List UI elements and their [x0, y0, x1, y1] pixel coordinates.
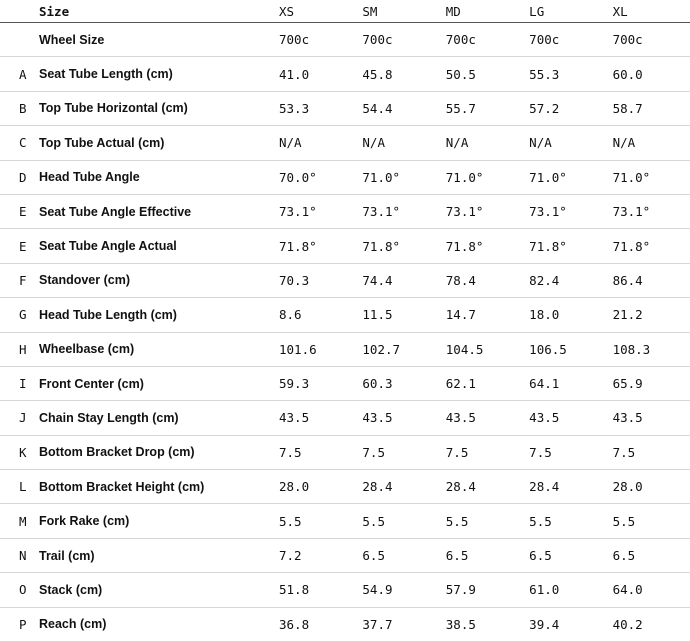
row-value-xs: 28.0	[279, 470, 362, 504]
row-label: Fork Rake (cm)	[39, 504, 279, 538]
row-value-md: 55.7	[446, 91, 529, 125]
row-value-xl: 73.1°	[613, 194, 690, 228]
row-value-xs: 71.8°	[279, 229, 362, 263]
row-value-sm: 28.4	[362, 470, 445, 504]
row-value-sm: N/A	[362, 126, 445, 160]
row-value-md: 71.8°	[446, 229, 529, 263]
row-value-sm: 700c	[362, 23, 445, 57]
row-value-xs: 5.5	[279, 504, 362, 538]
table-row	[0, 194, 690, 228]
table-row	[0, 607, 690, 641]
row-letter: H	[0, 332, 39, 366]
row-value-sm: 45.8	[362, 57, 445, 91]
row-value-lg: N/A	[529, 126, 612, 160]
row-value-md: 5.5	[446, 504, 529, 538]
row-value-lg: 5.5	[529, 504, 612, 538]
row-value-sm: 7.5	[362, 435, 445, 469]
row-letter: C	[0, 126, 39, 160]
row-value-xl: 86.4	[613, 263, 690, 297]
row-value-sm: 5.5	[362, 504, 445, 538]
table-row	[0, 470, 690, 504]
row-value-xs: 59.3	[279, 366, 362, 400]
row-value-xs: 70.0°	[279, 160, 362, 194]
table-row	[0, 23, 690, 57]
row-value-xs: N/A	[279, 126, 362, 160]
table-row	[0, 160, 690, 194]
row-value-xl: 71.8°	[613, 229, 690, 263]
table-row	[0, 57, 690, 91]
header-size-label: Size	[39, 0, 279, 23]
row-value-lg: 82.4	[529, 263, 612, 297]
row-value-lg: 700c	[529, 23, 612, 57]
row-value-xs: 43.5	[279, 401, 362, 435]
row-value-lg: 39.4	[529, 607, 612, 641]
table-row	[0, 126, 690, 160]
row-label: Seat Tube Angle Effective	[39, 194, 279, 228]
row-value-xl: N/A	[613, 126, 690, 160]
row-value-xs: 41.0	[279, 57, 362, 91]
row-value-md: 28.4	[446, 470, 529, 504]
row-value-xs: 700c	[279, 23, 362, 57]
row-value-sm: 102.7	[362, 332, 445, 366]
table-row	[0, 538, 690, 572]
row-label: Stack (cm)	[39, 573, 279, 607]
table-row	[0, 366, 690, 400]
row-value-sm: 71.8°	[362, 229, 445, 263]
row-value-lg: 106.5	[529, 332, 612, 366]
row-value-xs: 70.3	[279, 263, 362, 297]
row-label: Seat Tube Angle Actual	[39, 229, 279, 263]
row-value-xs: 73.1°	[279, 194, 362, 228]
row-value-xl: 40.2	[613, 607, 690, 641]
table-header-row	[0, 0, 690, 23]
header-size-sm: SM	[362, 0, 445, 23]
row-value-xl: 58.7	[613, 91, 690, 125]
row-letter: K	[0, 435, 39, 469]
table-row	[0, 229, 690, 263]
row-value-lg: 71.0°	[529, 160, 612, 194]
table-row	[0, 504, 690, 538]
row-value-sm: 54.4	[362, 91, 445, 125]
row-label: Top Tube Horizontal (cm)	[39, 91, 279, 125]
row-value-md: 78.4	[446, 263, 529, 297]
row-value-lg: 43.5	[529, 401, 612, 435]
row-value-xl: 5.5	[613, 504, 690, 538]
row-value-lg: 7.5	[529, 435, 612, 469]
row-label: Reach (cm)	[39, 607, 279, 641]
row-value-xl: 700c	[613, 23, 690, 57]
row-letter: L	[0, 470, 39, 504]
row-value-sm: 71.0°	[362, 160, 445, 194]
row-label: Top Tube Actual (cm)	[39, 126, 279, 160]
row-letter: F	[0, 263, 39, 297]
row-value-sm: 73.1°	[362, 194, 445, 228]
row-value-xl: 7.5	[613, 435, 690, 469]
table-row	[0, 332, 690, 366]
row-letter: M	[0, 504, 39, 538]
row-value-sm: 43.5	[362, 401, 445, 435]
row-value-md: 6.5	[446, 538, 529, 572]
row-value-xs: 36.8	[279, 607, 362, 641]
row-value-lg: 18.0	[529, 298, 612, 332]
table-row	[0, 91, 690, 125]
row-value-lg: 55.3	[529, 57, 612, 91]
row-value-md: 43.5	[446, 401, 529, 435]
row-letter: O	[0, 573, 39, 607]
row-label: Wheel Size	[39, 23, 279, 57]
row-letter: J	[0, 401, 39, 435]
row-value-lg: 61.0	[529, 573, 612, 607]
row-value-md: 14.7	[446, 298, 529, 332]
row-letter: D	[0, 160, 39, 194]
row-value-md: 57.9	[446, 573, 529, 607]
row-value-md: 104.5	[446, 332, 529, 366]
row-letter: E	[0, 229, 39, 263]
row-letter: E	[0, 194, 39, 228]
row-letter	[0, 23, 39, 57]
row-value-sm: 6.5	[362, 538, 445, 572]
row-value-sm: 37.7	[362, 607, 445, 641]
row-letter: A	[0, 57, 39, 91]
row-letter: I	[0, 366, 39, 400]
row-value-xs: 7.5	[279, 435, 362, 469]
row-label: Standover (cm)	[39, 263, 279, 297]
row-letter: P	[0, 607, 39, 641]
row-value-xl: 65.9	[613, 366, 690, 400]
row-value-lg: 64.1	[529, 366, 612, 400]
row-letter: N	[0, 538, 39, 572]
row-value-sm: 60.3	[362, 366, 445, 400]
row-value-lg: 71.8°	[529, 229, 612, 263]
row-value-xs: 7.2	[279, 538, 362, 572]
row-value-sm: 11.5	[362, 298, 445, 332]
row-value-md: 71.0°	[446, 160, 529, 194]
row-label: Wheelbase (cm)	[39, 332, 279, 366]
row-letter: G	[0, 298, 39, 332]
row-label: Seat Tube Length (cm)	[39, 57, 279, 91]
row-value-xl: 108.3	[613, 332, 690, 366]
row-value-xs: 101.6	[279, 332, 362, 366]
row-value-lg: 73.1°	[529, 194, 612, 228]
row-value-md: 73.1°	[446, 194, 529, 228]
table-row	[0, 263, 690, 297]
table-row	[0, 298, 690, 332]
row-value-xl: 28.0	[613, 470, 690, 504]
row-value-sm: 74.4	[362, 263, 445, 297]
header-size-xs: XS	[279, 0, 362, 23]
table-row	[0, 401, 690, 435]
header-size-md: MD	[446, 0, 529, 23]
row-value-xl: 64.0	[613, 573, 690, 607]
header-size-xl: XL	[613, 0, 690, 23]
row-value-md: N/A	[446, 126, 529, 160]
row-value-md: 7.5	[446, 435, 529, 469]
row-value-md: 38.5	[446, 607, 529, 641]
header-size-lg: LG	[529, 0, 612, 23]
row-label: Head Tube Length (cm)	[39, 298, 279, 332]
row-value-xl: 21.2	[613, 298, 690, 332]
table-row	[0, 573, 690, 607]
row-label: Chain Stay Length (cm)	[39, 401, 279, 435]
row-label: Trail (cm)	[39, 538, 279, 572]
row-value-xs: 53.3	[279, 91, 362, 125]
row-value-xl: 60.0	[613, 57, 690, 91]
row-value-md: 62.1	[446, 366, 529, 400]
row-value-lg: 28.4	[529, 470, 612, 504]
row-value-xs: 8.6	[279, 298, 362, 332]
row-value-lg: 6.5	[529, 538, 612, 572]
row-value-lg: 57.2	[529, 91, 612, 125]
row-value-xs: 51.8	[279, 573, 362, 607]
row-label: Head Tube Angle	[39, 160, 279, 194]
row-value-xl: 43.5	[613, 401, 690, 435]
header-letter-cell	[0, 0, 39, 23]
row-value-md: 50.5	[446, 57, 529, 91]
row-label: Bottom Bracket Height (cm)	[39, 470, 279, 504]
table-row	[0, 435, 690, 469]
row-value-sm: 54.9	[362, 573, 445, 607]
row-value-xl: 6.5	[613, 538, 690, 572]
row-value-md: 700c	[446, 23, 529, 57]
row-value-xl: 71.0°	[613, 160, 690, 194]
row-label: Bottom Bracket Drop (cm)	[39, 435, 279, 469]
row-label: Front Center (cm)	[39, 366, 279, 400]
row-letter: B	[0, 91, 39, 125]
